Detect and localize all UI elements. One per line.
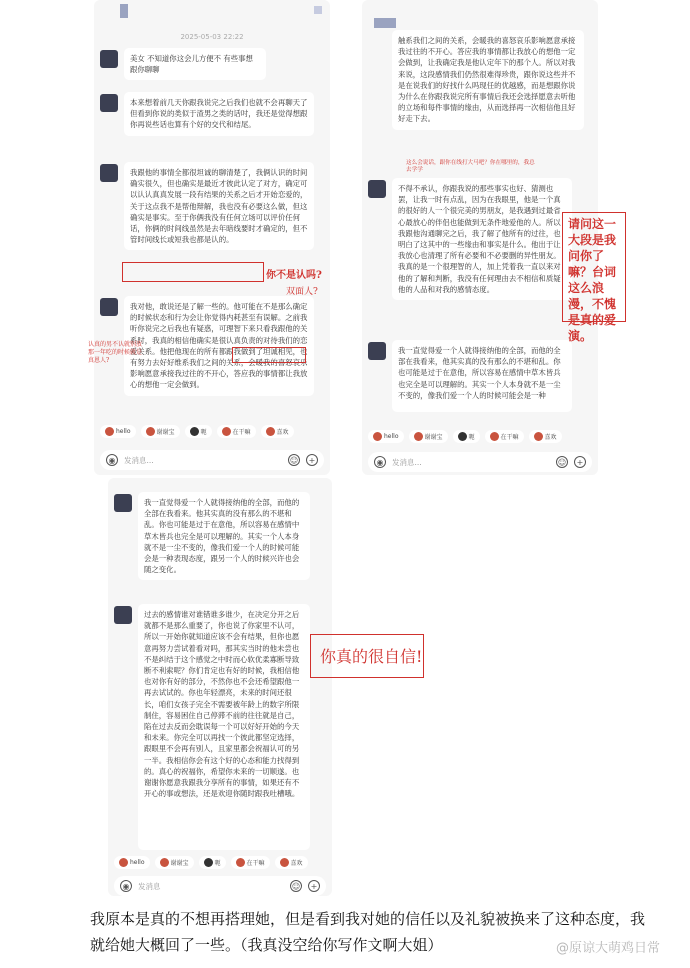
plus-icon[interactable]: +: [574, 456, 586, 468]
chat-screenshot-3: [108, 478, 332, 896]
message-bubble: 触系我们之间的关系，会暖我的喜怒哀乐影响愿意承接我过往的不开心。答应我的事情都让我放心的想他一定会做到，让我确定我是他认定年下的那个人。所以对我来说，这段感情我们仍然很难得珍贵，跟你说这些并不是在说我们的好找什么吗现任的优越感，而是想跟你说为什么在你跟我说完所有事情后我还会选择愿意去听他的立场和每件事情的缘由，从而选择再一次相信他且好好走下去。: [392, 30, 584, 130]
emoji-icon: [490, 432, 499, 441]
emoji-icon: [190, 427, 199, 436]
message-input[interactable]: 发消息: [138, 881, 161, 891]
voice-icon[interactable]: ◉: [120, 880, 132, 892]
quick-reply-chip[interactable]: 呃: [453, 430, 480, 443]
voice-icon[interactable]: ◉: [106, 454, 118, 466]
emoji-icon: [414, 432, 423, 441]
timestamp: 2025-05-03 22:22: [180, 33, 244, 41]
message-bubble: 我一直觉得爱一个人就得接纳他的全部，而他的全部在我看来，他其实真的没有那么的不堪和乱。你也可能是过于在意他，所以容易在感情中草木皆兵也完全是可以理解的。其实一个人本身就不是一尘不变的，像我们爱一个人的时候可能会是一种: [392, 340, 572, 412]
emoji-icon: [534, 432, 543, 441]
chat-message: [368, 340, 594, 412]
quick-reply-chip[interactable]: 喜欢: [275, 856, 308, 869]
emoji-icon: [160, 858, 169, 867]
message-bubble: 我一直觉得爱一个人就得接纳他的全部，而他的全部在我看来。他其实真的没有那么的不堪和乱。你也可能是过于在意他，所以容易在感情中草木皆兵也完全是可以理解的。其实一个人本身就不是一尘不变的，像我们爱一个人的时候可能会是一种表现态度，跟另一个人的时候兴许也会随之变化。: [138, 492, 310, 580]
emoji-icon: [222, 427, 231, 436]
emoji-icon[interactable]: ☺: [557, 458, 567, 467]
chat-message: [114, 492, 328, 580]
avatar[interactable]: [100, 164, 118, 182]
avatar[interactable]: [100, 50, 118, 68]
post-caption: 我原本是真的不想再搭理她，但是看到我对她的信任以及礼貌被换来了这种态度，我就给她大概回了一些。（我真没空给你写作文啊大姐）: [90, 910, 646, 954]
emoji-icon: [146, 427, 155, 436]
quick-reply-chip[interactable]: 呃: [185, 425, 212, 438]
annotation-text: 你真的很自信!: [320, 647, 423, 666]
avatar[interactable]: [100, 298, 118, 316]
blurred-name: [374, 18, 396, 28]
chat-message: [368, 30, 594, 130]
quick-reply-bar: [100, 425, 294, 438]
quick-reply-bar: [114, 856, 308, 869]
quick-reply-chip[interactable]: 谢谢宝: [141, 425, 180, 438]
quick-reply-chip[interactable]: 谢谢宝: [409, 430, 448, 443]
quick-reply-chip[interactable]: 在干嘛: [231, 856, 270, 869]
highlight-box: [232, 347, 306, 363]
chat-message: [368, 178, 594, 300]
quick-reply-bar: [368, 430, 562, 443]
annotation-text: 双面人?: [286, 287, 318, 297]
message-bubble: 我跟他的事情全都很坦诚的聊清楚了，我俩认识的时间确实很久，但也确实是最近才彼此认定了对方，确定可以认认真真发展一段有结果的关系之后才开始恋爱的，关于这点我不是帮他辩解，我也没有必要这么做，但这确实是事实。至于你俩我没有任何立场可以评价任何话，你俩的时间线虽然是去年暗线要时才确定的，但不管时间线长或短我也都是认的。: [124, 162, 314, 250]
emoji-icon: [204, 858, 213, 867]
quick-reply-chip[interactable]: 喜欢: [529, 430, 562, 443]
chat-message: [114, 604, 328, 850]
emoji-icon: [458, 432, 467, 441]
message-input-bar[interactable]: [114, 876, 326, 896]
quick-reply-chip[interactable]: 呃: [199, 856, 226, 869]
plus-icon[interactable]: +: [308, 880, 320, 892]
emoji-icon: [280, 858, 289, 867]
avatar[interactable]: [114, 494, 132, 512]
quick-reply-chip[interactable]: 在干嘛: [485, 430, 524, 443]
emoji-icon: [119, 858, 128, 867]
message-input[interactable]: 发消息...: [124, 455, 154, 465]
message-input[interactable]: 发消息...: [392, 457, 422, 467]
voice-icon[interactable]: ◉: [374, 456, 386, 468]
chat-screenshot-1: [94, 0, 330, 475]
message-bubble: 美女 不知道你这会儿方便不 有些事想跟你聊聊: [124, 48, 266, 80]
message-input-bar[interactable]: [100, 450, 324, 470]
blurred-icon: [314, 6, 322, 14]
annotation-text: 你不是认吗?: [266, 270, 322, 281]
quick-reply-chip[interactable]: 谢谢宝: [155, 856, 194, 869]
emoji-icon[interactable]: ☺: [289, 456, 299, 465]
blurred-name: [120, 4, 128, 18]
quick-reply-chip[interactable]: 喜欢: [261, 425, 294, 438]
annotation-text: 这么会说话，跟你在线打大马吧？你在哪里的，我总去学学: [406, 160, 535, 173]
watermark: @原谅大萌鸡日常: [555, 941, 660, 956]
chat-message: [100, 48, 326, 80]
message-bubble: 不得不承认，你跟我说的那些事实也好、猜测也罢，让我一时有点乱，因为在我眼里，他是一个真的很好的人一个很完美的男朋友，是我遇到过最省心最放心的伴侣也能做到无条件地爱他的人。所以我跟他沟通聊完之后，我了解了他所有的过往，也明白了这其中的一些缘由和事实是什么。他出于让我放心也清理了所有必要和不必要删的异性朋友。我真的是一个很理智的人，加上凭着我一直以来对他的了解和判断，我没有任何理由去不相信和质疑他的人品和对我的感情态度。: [392, 178, 572, 300]
quick-reply-chip[interactable]: hello: [114, 856, 150, 869]
emoji-icon: [373, 432, 382, 441]
annotation-text: 认真的男不认就别放那一年吃的时候就是真恩人?: [88, 341, 143, 364]
chat-message: [100, 162, 326, 250]
message-bubble: 本来想着前几天你跟我说完之后我们也就不会再聊天了 但看到你说的类似于渣男之类的话吋，我还是觉得想跟你再说些话也算有个好的交代和结尾。: [124, 92, 314, 136]
chat-message: [100, 92, 326, 136]
avatar[interactable]: [100, 94, 118, 112]
emoji-icon: [105, 427, 114, 436]
message-bubble: 过去的感情谁对谁错谁多谁少，在决定分开之后就都不是那么重要了，你也说了你家里不认可，所以一开始你就知道应该不会有结果，但你也愿意再努力尝试着看对吗，那其实当时的他未尝也不是纠结于这个感觉之中时而心软优柔寡断导致断不利索呢？你们肯定也有好的时候，我相信他也对你有好的部分，不然你也不会还希望跟他一再去试试的。你也年轻漂亮，未来的时间还很长，咱们女孩子完全不需要被年龄上的数字所限制住，容易困住自己停滞不前的往往就是自己，陷在过去反而会耽误每一个可以好好开始的今天和未来。你完全可以再找一个彼此都坚定选择，跟眼里不会再有别人，且家里都会祝福认可的另一半。我相信你会有这个好的心态和能力找得到的。真心的祝福你，希望你未来的一切顺遂。也谢谢你愿意我跟我分享所有的事情，如果还有不开心的事或想法，还是欢迎你随时跟我吐槽哦。: [138, 604, 310, 850]
quick-reply-chip[interactable]: 在干嘛: [217, 425, 256, 438]
avatar[interactable]: [368, 342, 386, 360]
message-bubble: 我对他，敢说还是了解一些的。他可能在不是那么确定的时候状态和行为会让你觉得内耗甚至有误解。之前我听你说完之后我也有疑惑，可理智下来只看我跟他的关系时，我真的相信他确实是很认真负责的对待我们的恋爱关系。他把他现在的所有都跟我做到了坦诚相见，也有努力去好好维系我们之间的关系，会暖我的喜怒哀乐影响愿意承接我过往的不开心，答应我的事情都让我放心的想他一定会做到。: [124, 296, 314, 396]
emoji-icon: [266, 427, 275, 436]
highlight-box: [122, 262, 264, 282]
message-input-bar[interactable]: [368, 452, 592, 472]
emoji-icon: [236, 858, 245, 867]
avatar[interactable]: [114, 606, 132, 624]
avatar[interactable]: [368, 180, 386, 198]
plus-icon[interactable]: +: [306, 454, 318, 466]
quick-reply-chip[interactable]: hello: [368, 430, 404, 443]
annotation-text: 请问这一大段是我问你了嘛？台词这么浪漫，不愧是真的爱演。: [568, 217, 617, 343]
emoji-icon[interactable]: ☺: [291, 882, 301, 891]
quick-reply-chip[interactable]: hello: [100, 425, 136, 438]
